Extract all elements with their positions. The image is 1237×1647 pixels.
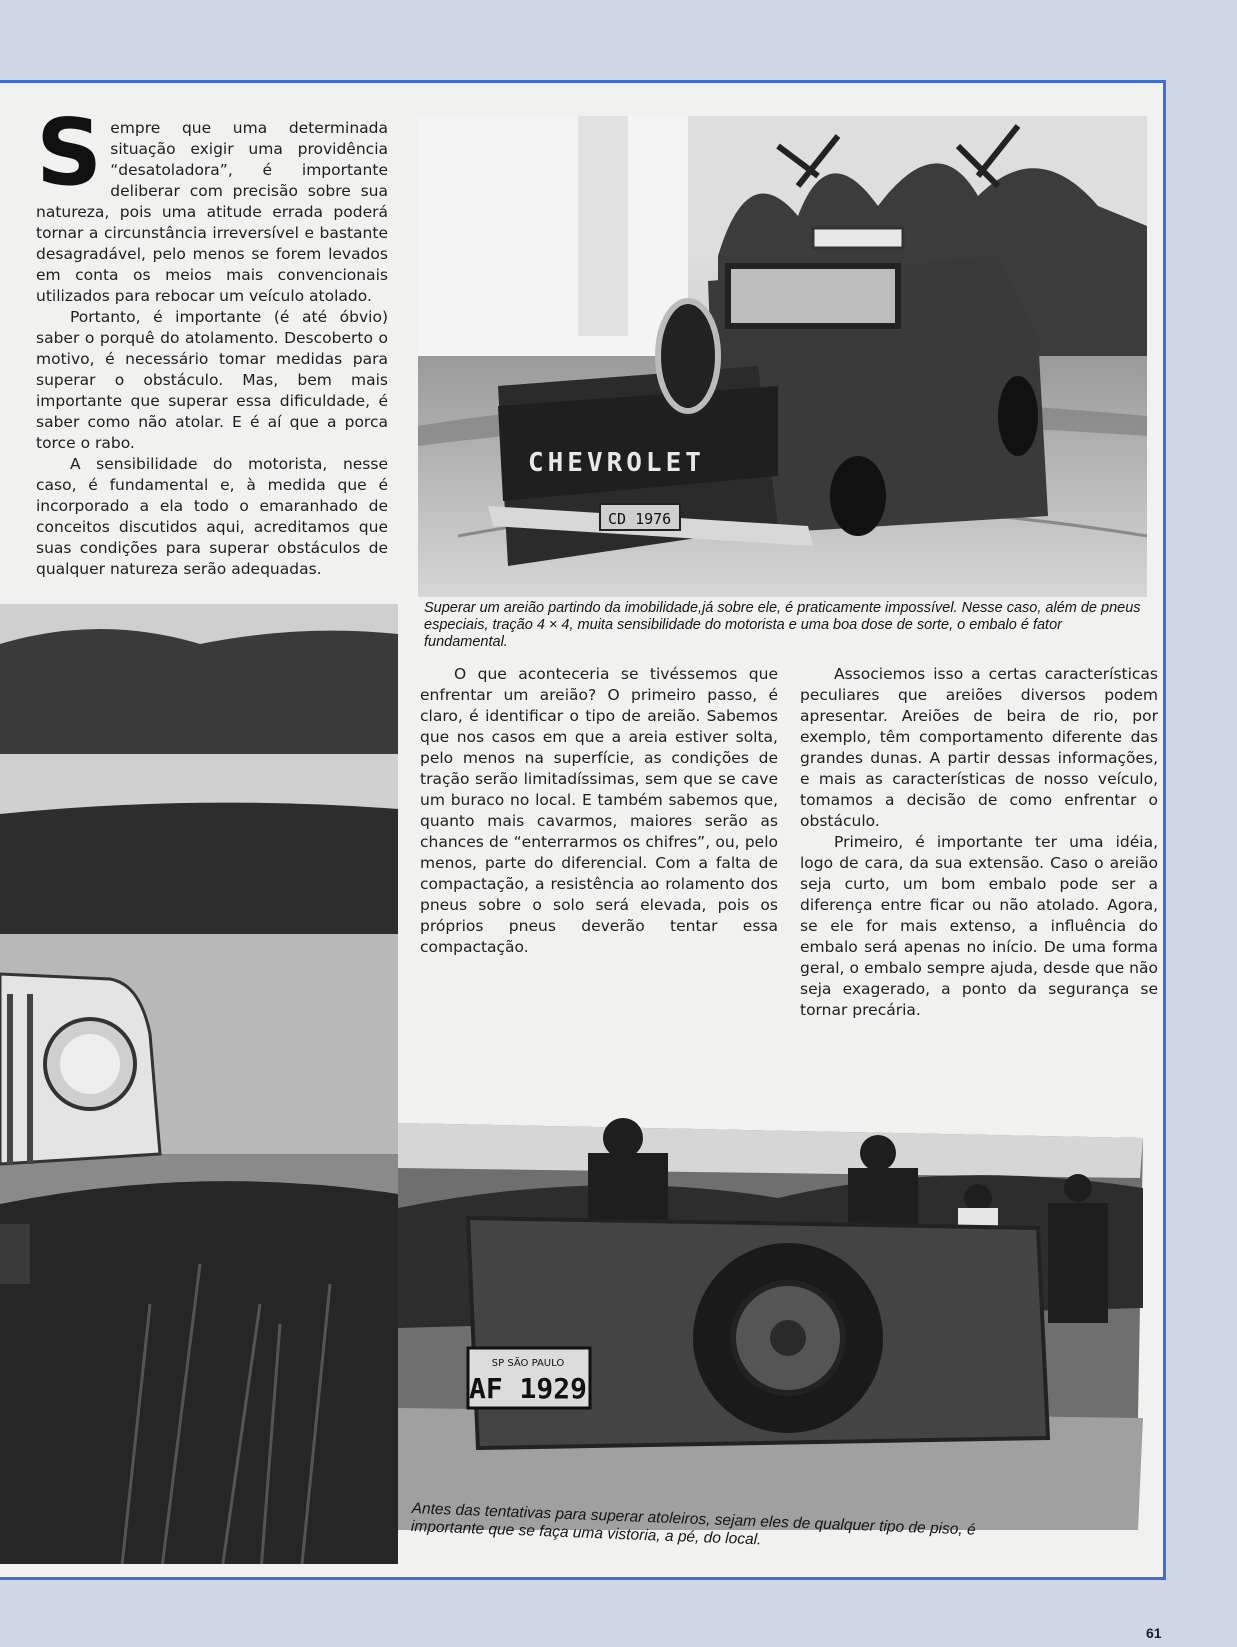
- intro-column: [36, 99, 388, 580]
- jeep-mud-illustration: [398, 1108, 1148, 1530]
- caption-top-photo: Superar um areião partindo da imobilidade,já sobre ele, é praticamente impossível. Nesse caso, além de pneus especiais, tração 4 × 4, muita sensibilidade do motorista e uma boa dose de sorte, o embalo é fator fundamental.: [424, 600, 1141, 650]
- middle-paragraph-1: O que aconteceria se tivéssemos que enfrentar um areião? O primeiro passo, é claro, é identificar o tipo de areião. Sabemos que nos casos em que a areia estiver solta, pelo menos na superfície, as condições de tração serão limitadíssimas, sem que se cave um buraco no local. E também sabemos que, quanto mais cavarmos, maiores serão as chances de “enterrarmos os chifres”, ou, pelo menos, parte do diferencial. Com a falta de compactação, a resistência ao rolamento dos pneus sobre o solo será elevada, pois os próprios pneus deverão tentar essa compactação.: [420, 665, 778, 956]
- right-paragraph-2: Primeiro, é importante ter uma idéia, logo de cara, da sua extensão. Caso o areião seja curto, um bom embalo pode ser a diferença entre ficar ou não atolado. Agora, se ele for mais extenso, a influência do embalo será apenas no início. De uma forma geral, o embalo sempre ajuda, desde que não seja exagerado, a ponto da segurança se tornar precária.: [800, 833, 1158, 1019]
- jeep-license-plate: AF 1929: [468, 1372, 588, 1405]
- drop-cap: S: [36, 99, 103, 206]
- jeep-plate-region: SP SÃO PAULO: [491, 1358, 565, 1369]
- pickup-license-plate: CD 1976: [608, 510, 672, 528]
- jeep-river-illustration: [0, 604, 398, 1564]
- intro-paragraph-3: A sensibilidade do motorista, nesse caso, é fundamental e, à medida que é incorporado a ela todo o emaranhado de conceitos discutidos aqui, acreditamos que suas condições para superar obstáculos de qualquer natureza serão adequadas.: [36, 455, 388, 578]
- right-column: [800, 664, 1158, 1021]
- intro-paragraph-1: Sempre que uma determinada situação exigir uma providência “desatoladora”, é importante deliberar com precisão sobre sua natureza, pois uma atitude errada poderá tornar a circunstância irreversível e bastante desagradável, pelo menos se forem levados em conta os meios mais convencionais utilizados para rebocar um veículo atolado.: [36, 99, 388, 305]
- photo-jeep-mud: [398, 1108, 1148, 1530]
- tailgate-lettering: CHEVROLET: [528, 448, 705, 478]
- photo-chevrolet-pickup: [418, 116, 1147, 597]
- middle-column: [420, 664, 778, 958]
- pickup-photo-illustration: [418, 116, 1147, 597]
- photo-jeep-river: [0, 604, 398, 1564]
- right-paragraph-1: Associemos isso a certas características peculiares que areiões diversos podem apresentar. Areiões de beira de rio, por exemplo, têm comportamento diferente das grandes dunas. A partir dessas informações, e mais as características de nosso veículo, tomamos a decisão de como enfrentar o obstáculo.: [800, 665, 1158, 830]
- intro-paragraph-2: Portanto, é importante (é até óbvio) saber o porquê do atolamento. Descoberto o motivo, é necessário tomar medidas para superar o obstáculo. Mas, bem mais importante que superar essa dificuldade, é saber como não atolar. E é aí que a porca torce o rabo.: [36, 308, 388, 452]
- page-number: 61: [1146, 1625, 1162, 1641]
- caption-bottom-photo: Antes das tentativas para superar atoleiros, sejam eles de qualquer tipo de piso, é importante que se faça uma vistoria, a pé, do local.: [410, 1500, 976, 1549]
